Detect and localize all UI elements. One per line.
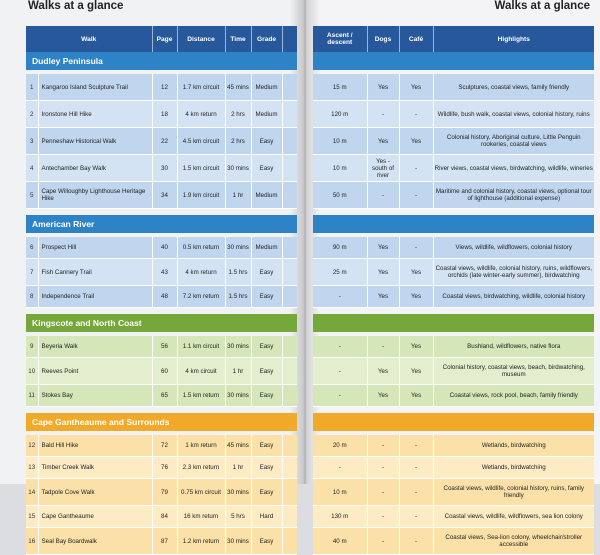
table-row [313, 457, 594, 479]
walk-number: 4 [26, 155, 38, 182]
walk-highlights: Bushland, wildflowers, native flora [433, 336, 594, 358]
table-row [26, 286, 297, 308]
walk-name: Independence Trail [38, 286, 152, 308]
table-row [26, 74, 297, 101]
walk-page: 30 [152, 155, 177, 182]
walk-grade: Easy [251, 385, 282, 407]
walk-page: 72 [152, 435, 177, 457]
walk-ascent: 25 m [313, 259, 367, 286]
walk-dogs: - [367, 182, 399, 209]
walk-time: 45 mins [225, 74, 251, 101]
walk-distance: 2.3 km return [177, 457, 225, 479]
table-row [313, 385, 594, 407]
walk-dogs: - [367, 506, 399, 528]
row-spacer [282, 457, 297, 479]
walk-distance: 0.5 km return [177, 237, 225, 259]
walk-cafe: Yes [399, 358, 433, 385]
row-spacer [282, 259, 297, 286]
table-row [26, 336, 297, 358]
section-header [26, 215, 297, 233]
walk-highlights: Coastal views, birdwatching, wildlife, colonial history [433, 286, 594, 308]
table-row [313, 336, 594, 358]
walk-distance: 4 km return [177, 259, 225, 286]
table-row [26, 506, 297, 528]
walk-distance: 4 km circuit [177, 358, 225, 385]
section-band [313, 413, 594, 431]
walk-page: 65 [152, 385, 177, 407]
walk-grade: Easy [251, 435, 282, 457]
header-spacer [282, 26, 297, 52]
walk-dogs: Yes [367, 74, 399, 101]
walk-time: 30 mins [225, 385, 251, 407]
walk-dogs: Yes [367, 237, 399, 259]
table-row [313, 101, 594, 128]
walk-cafe: - [399, 155, 433, 182]
table-row [313, 259, 594, 286]
table-row [313, 506, 594, 528]
walk-cafe: - [399, 435, 433, 457]
walk-page: 76 [152, 457, 177, 479]
row-spacer [282, 528, 297, 555]
walk-page: 84 [152, 506, 177, 528]
header-dogs: Dogs [367, 26, 399, 52]
walk-ascent: - [313, 358, 367, 385]
walk-ascent: 10 m [313, 479, 367, 506]
table-row [26, 237, 297, 259]
walk-name: Penneshaw Historical Walk [38, 128, 152, 155]
section-title: Cape Gantheaume and Surrounds [26, 413, 297, 431]
walk-page: 48 [152, 286, 177, 308]
header-time: Time [225, 26, 251, 52]
walk-time: 1 hr [225, 182, 251, 209]
walk-grade: Hard [251, 506, 282, 528]
walk-highlights: Sculptures, coastal views, family friendly [433, 74, 594, 101]
walk-grade: Medium [251, 237, 282, 259]
walk-time: 1 hr [225, 457, 251, 479]
walk-distance: 4.5 km circuit [177, 128, 225, 155]
row-spacer [282, 128, 297, 155]
table-row [26, 528, 297, 555]
walk-page: 22 [152, 128, 177, 155]
walk-dogs: Yes [367, 128, 399, 155]
walk-distance: 7.2 km return [177, 286, 225, 308]
walk-highlights: Coastal views, Sea-lion colony, wheelchair/stroller accessible [433, 528, 594, 555]
walk-dogs: Yes [367, 286, 399, 308]
header-grade: Grade [251, 26, 282, 52]
row-spacer [282, 237, 297, 259]
walk-number: 11 [26, 385, 38, 407]
table-row [313, 528, 594, 555]
walk-name: Cape Willoughby Lighthouse Heritage Hike [38, 182, 152, 209]
walk-dogs: Yes - south of river [367, 155, 399, 182]
walk-name: Prospect Hill [38, 237, 152, 259]
walk-ascent: 50 m [313, 182, 367, 209]
walk-name: Bald Hill Hike [38, 435, 152, 457]
row-spacer [282, 74, 297, 101]
walk-number: 2 [26, 101, 38, 128]
table-row [313, 128, 594, 155]
walk-time: 30 mins [225, 237, 251, 259]
walk-time: 1.5 hrs [225, 259, 251, 286]
walk-name: Fish Cannery Trail [38, 259, 152, 286]
walk-name: Tadpole Cove Walk [38, 479, 152, 506]
walk-cafe: - [399, 479, 433, 506]
header-cafe: Café [399, 26, 433, 52]
walk-cafe: Yes [399, 336, 433, 358]
walk-name: Kangaroo Island Sculpture Trail [38, 74, 152, 101]
walk-grade: Medium [251, 74, 282, 101]
walk-dogs: Yes [367, 259, 399, 286]
section-band [313, 215, 594, 233]
walk-number: 12 [26, 435, 38, 457]
table-row [26, 128, 297, 155]
section-title: American River [26, 215, 297, 233]
header-row-right [313, 26, 594, 52]
walk-cafe: Yes [399, 128, 433, 155]
table-row [313, 435, 594, 457]
walk-time: 30 mins [225, 155, 251, 182]
walk-highlights: Colonial history, Aboriginal culture, Little Penguin rookeries, coastal views [433, 128, 594, 155]
header-page: Page [152, 26, 177, 52]
table-row [26, 479, 297, 506]
walk-cafe: - [399, 528, 433, 555]
table-row [26, 155, 297, 182]
row-spacer [282, 101, 297, 128]
walk-time: 1.5 hrs [225, 286, 251, 308]
walk-cafe: Yes [399, 259, 433, 286]
header-walk: Walk [26, 26, 152, 52]
walk-dogs: Yes [367, 385, 399, 407]
walk-cafe: Yes [399, 286, 433, 308]
walk-ascent: 10 m [313, 128, 367, 155]
table-row [313, 479, 594, 506]
walk-cafe: - [399, 101, 433, 128]
walk-name: Cape Gantheaume [38, 506, 152, 528]
walk-ascent: 10 m [313, 155, 367, 182]
walk-distance: 1.2 km return [177, 528, 225, 555]
section-band [313, 314, 594, 332]
walk-number: 7 [26, 259, 38, 286]
walk-name: Stokes Bay [38, 385, 152, 407]
walk-number: 16 [26, 528, 38, 555]
walk-time: 45 mins [225, 435, 251, 457]
walk-number: 1 [26, 74, 38, 101]
walk-highlights: Wetlands, birdwatching [433, 435, 594, 457]
walk-grade: Easy [251, 479, 282, 506]
table-row [26, 435, 297, 457]
table-row [313, 286, 594, 308]
walk-page: 34 [152, 182, 177, 209]
walk-name: Ironstone Hill Hike [38, 101, 152, 128]
section-header [26, 413, 297, 431]
walk-distance: 1.5 km return [177, 385, 225, 407]
walks-table-left [26, 26, 297, 555]
walk-name: Reeves Point [38, 358, 152, 385]
walk-distance: 4 km return [177, 101, 225, 128]
walk-grade: Easy [251, 528, 282, 555]
section-header-band [313, 215, 594, 233]
walk-time: 30 mins [225, 336, 251, 358]
walk-number: 14 [26, 479, 38, 506]
walk-ascent: 20 m [313, 435, 367, 457]
walk-dogs: - [367, 336, 399, 358]
walk-dogs: - [367, 101, 399, 128]
row-spacer [282, 336, 297, 358]
table-row [26, 385, 297, 407]
row-spacer [282, 182, 297, 209]
walk-ascent: - [313, 385, 367, 407]
walk-grade: Easy [251, 259, 282, 286]
row-spacer [282, 385, 297, 407]
walk-highlights: River views, coastal views, birdwatching, wildlife, wineries [433, 155, 594, 182]
walk-ascent: 120 m [313, 101, 367, 128]
table-row [313, 74, 594, 101]
walk-highlights: Coastal views, wildlife, colonial history, ruins, wildflowers, orchids (late winter-early summer), birdwatching [433, 259, 594, 286]
walk-name: Seal Bay Boardwalk [38, 528, 152, 555]
walk-grade: Medium [251, 182, 282, 209]
row-spacer [282, 155, 297, 182]
walk-highlights: Coastal views, wildlife, colonial history, ruins, family friendly [433, 479, 594, 506]
walk-distance: 1.5 km circuit [177, 155, 225, 182]
walk-number: 6 [26, 237, 38, 259]
walk-name: Antechamber Bay Walk [38, 155, 152, 182]
section-title: Kingscote and North Coast [26, 314, 297, 332]
walk-number: 5 [26, 182, 38, 209]
walk-ascent: 90 m [313, 237, 367, 259]
walk-distance: 1.9 km circuit [177, 182, 225, 209]
header-ascent: Ascent / descent [313, 26, 367, 52]
page-title-right: Walks at a glance [494, 0, 590, 12]
header-distance: Distance [177, 26, 225, 52]
page-title-left: Walks at a glance [28, 0, 124, 12]
walk-grade: Easy [251, 128, 282, 155]
walks-table-right [313, 26, 594, 555]
walk-highlights: Maritime and colonial history, coastal views, optional tour of lighthouse (additional expense) [433, 182, 594, 209]
section-title: Dudley Peninsula [26, 52, 297, 70]
walk-distance: 1.7 km circuit [177, 74, 225, 101]
walk-name: Timber Creek Walk [38, 457, 152, 479]
walk-highlights: Coastal views, rock pool, beach, family friendly [433, 385, 594, 407]
walk-distance: 1.1 km circuit [177, 336, 225, 358]
walk-cafe: - [399, 506, 433, 528]
row-spacer [282, 506, 297, 528]
walk-page: 18 [152, 101, 177, 128]
table-row [26, 259, 297, 286]
walk-dogs: - [367, 528, 399, 555]
walk-number: 3 [26, 128, 38, 155]
walk-dogs: - [367, 479, 399, 506]
row-spacer [282, 479, 297, 506]
table-row [26, 358, 297, 385]
section-header-band [313, 314, 594, 332]
section-band [313, 52, 594, 70]
walk-page: 60 [152, 358, 177, 385]
walk-number: 15 [26, 506, 38, 528]
row-spacer [282, 286, 297, 308]
walk-time: 1 hr [225, 358, 251, 385]
table-row [313, 358, 594, 385]
walk-grade: Easy [251, 155, 282, 182]
section-header-band [313, 52, 594, 70]
walk-ascent: - [313, 336, 367, 358]
walk-ascent: - [313, 457, 367, 479]
header-row-left [26, 26, 297, 52]
walk-page: 87 [152, 528, 177, 555]
walk-page: 56 [152, 336, 177, 358]
walk-grade: Medium [251, 101, 282, 128]
section-header [26, 314, 297, 332]
walk-cafe: Yes [399, 385, 433, 407]
walk-page: 43 [152, 259, 177, 286]
walk-highlights: Views, wildlife, wildflowers, colonial history [433, 237, 594, 259]
walk-number: 13 [26, 457, 38, 479]
walk-distance: 0.75 km circuit [177, 479, 225, 506]
walk-name: Beyeria Walk [38, 336, 152, 358]
walk-ascent: 15 m [313, 74, 367, 101]
table-row [26, 182, 297, 209]
walk-grade: Easy [251, 358, 282, 385]
walk-distance: 16 km return [177, 506, 225, 528]
walk-highlights: Colonial history, coastal views, beach, birdwatching, museum [433, 358, 594, 385]
walk-time: 5 hrs [225, 506, 251, 528]
walk-dogs: - [367, 435, 399, 457]
walk-time: 30 mins [225, 528, 251, 555]
walk-page: 40 [152, 237, 177, 259]
walk-distance: 1 km return [177, 435, 225, 457]
walk-ascent: 40 m [313, 528, 367, 555]
walk-cafe: - [399, 457, 433, 479]
walk-ascent: - [313, 286, 367, 308]
walk-time: 2 hrs [225, 128, 251, 155]
walk-number: 10 [26, 358, 38, 385]
walk-grade: Easy [251, 457, 282, 479]
section-header [26, 52, 297, 70]
table-row [313, 237, 594, 259]
walk-cafe: - [399, 182, 433, 209]
row-spacer [282, 358, 297, 385]
header-highlights: Highlights [433, 26, 594, 52]
walk-ascent: 130 m [313, 506, 367, 528]
section-header-band [313, 413, 594, 431]
walk-time: 30 mins [225, 479, 251, 506]
walk-number: 8 [26, 286, 38, 308]
walk-page: 79 [152, 479, 177, 506]
walk-highlights: Wildlife, bush walk, coastal views, colonial history, ruins [433, 101, 594, 128]
table-row [313, 155, 594, 182]
walk-dogs: Yes [367, 358, 399, 385]
walk-grade: Easy [251, 336, 282, 358]
walk-page: 12 [152, 74, 177, 101]
row-spacer [282, 435, 297, 457]
table-row [26, 457, 297, 479]
walk-grade: Easy [251, 286, 282, 308]
walk-time: 2 hrs [225, 101, 251, 128]
walk-highlights: Wetlands, birdwatching [433, 457, 594, 479]
table-row [26, 101, 297, 128]
walk-cafe: - [399, 237, 433, 259]
walk-highlights: Coastal views, wildlife, wildflowers, sea lion colony [433, 506, 594, 528]
table-row [313, 182, 594, 209]
walk-dogs: - [367, 457, 399, 479]
walk-number: 9 [26, 336, 38, 358]
walk-cafe: Yes [399, 74, 433, 101]
